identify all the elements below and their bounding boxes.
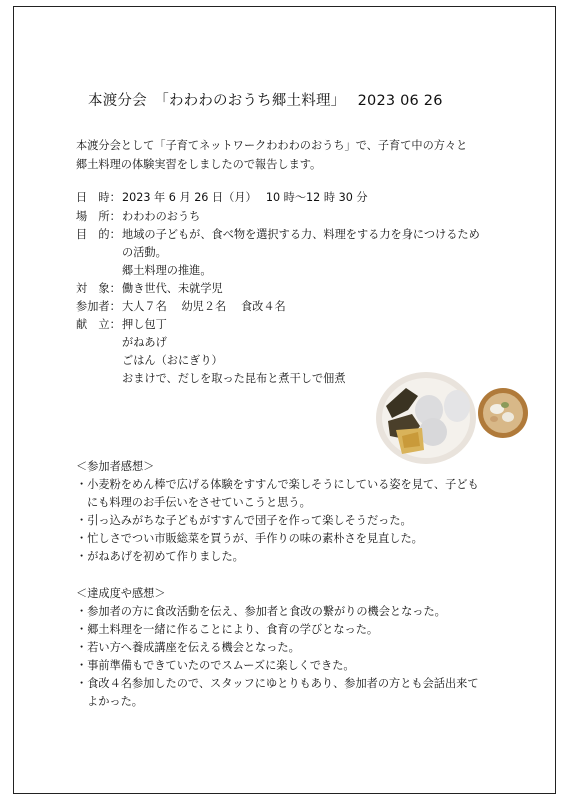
- detail-label-menu: 献 立：: [76, 318, 121, 331]
- detail-value-purpose-3: 郷土料理の推進。: [122, 264, 212, 277]
- feedback-item-4: ・がねあげを初めて作りました。: [76, 550, 244, 563]
- detail-value-place: わわわのおうち: [122, 210, 201, 223]
- detail-label-target: 対 象：: [76, 282, 121, 295]
- detail-value-date: 2023 年 6 月 26 日（月） 10 時〜12 時 30 分: [122, 191, 368, 204]
- detail-label-date: 日 時：: [76, 191, 121, 204]
- food-photo-plate: [372, 366, 478, 466]
- section-heading-feedback: ＜参加者感想＞: [76, 460, 155, 473]
- achievement-item-3: ・若い方へ養成講座を伝える機会となった。: [76, 641, 300, 654]
- detail-label-purpose: 目 的：: [76, 228, 121, 241]
- feedback-item-2: ・引っ込みがちな子どもがすすんで団子を作って楽しそうだった。: [76, 514, 412, 527]
- achievement-item-2: ・郷土料理を一緒に作ることにより、食育の学びとなった。: [76, 623, 379, 636]
- feedback-item-1b: にも料理のお手伝いをさせていこうと思う。: [87, 496, 311, 509]
- detail-value-purpose-1: 地域の子どもが、食べ物を選択する力、料理をする力を身につけるため: [122, 228, 480, 241]
- achievement-item-5b: よかった。: [87, 695, 143, 708]
- section-heading-achievement: ＜達成度や感想＞: [76, 587, 166, 600]
- intro-line-1: 本渡分会として「子育てネットワークわわわのおうち」で、子育て中の方々と: [76, 139, 468, 152]
- detail-value-menu-3: ごはん（おにぎり）: [122, 354, 223, 367]
- detail-value-menu-1: 押し包丁: [122, 318, 167, 331]
- detail-value-menu-2: がねあげ: [122, 336, 167, 349]
- page-title: 本渡分会 「わわわのおうち郷土料理」 2023 06 26: [88, 93, 443, 109]
- intro-line-2: 郷土料理の体験実習をしましたので報告します。: [76, 158, 322, 171]
- detail-value-participants: 大人７名 幼児２名 食改４名: [122, 300, 286, 313]
- achievement-item-5a: ・食改４名参加したので、スタッフにゆとりもあり、参加者の方とも会話出来て: [76, 677, 479, 690]
- feedback-item-1a: ・小麦粉をめん棒で広げる体験をすすんで楽しそうにしている姿を見て、子ども: [76, 478, 479, 491]
- detail-value-purpose-2: の活動。: [122, 246, 167, 259]
- detail-value-menu-4: おまけで、だしを取った昆布と煮干しで佃煮: [122, 372, 346, 385]
- achievement-item-1: ・参加者の方に食改活動を伝え、参加者と食改の繋がりの機会となった。: [76, 605, 446, 618]
- detail-label-place: 場 所：: [76, 210, 121, 223]
- achievement-item-4: ・事前準備もできていたのでスムーズに楽しくできた。: [76, 659, 355, 672]
- food-photo-bowl: [477, 387, 529, 439]
- feedback-item-3: ・忙しさでつい市販総菜を買うが、手作りの味の素朴さを見直した。: [76, 532, 423, 545]
- detail-value-target: 働き世代、未就学児: [122, 282, 223, 295]
- detail-label-participants: 参加者：: [76, 300, 121, 313]
